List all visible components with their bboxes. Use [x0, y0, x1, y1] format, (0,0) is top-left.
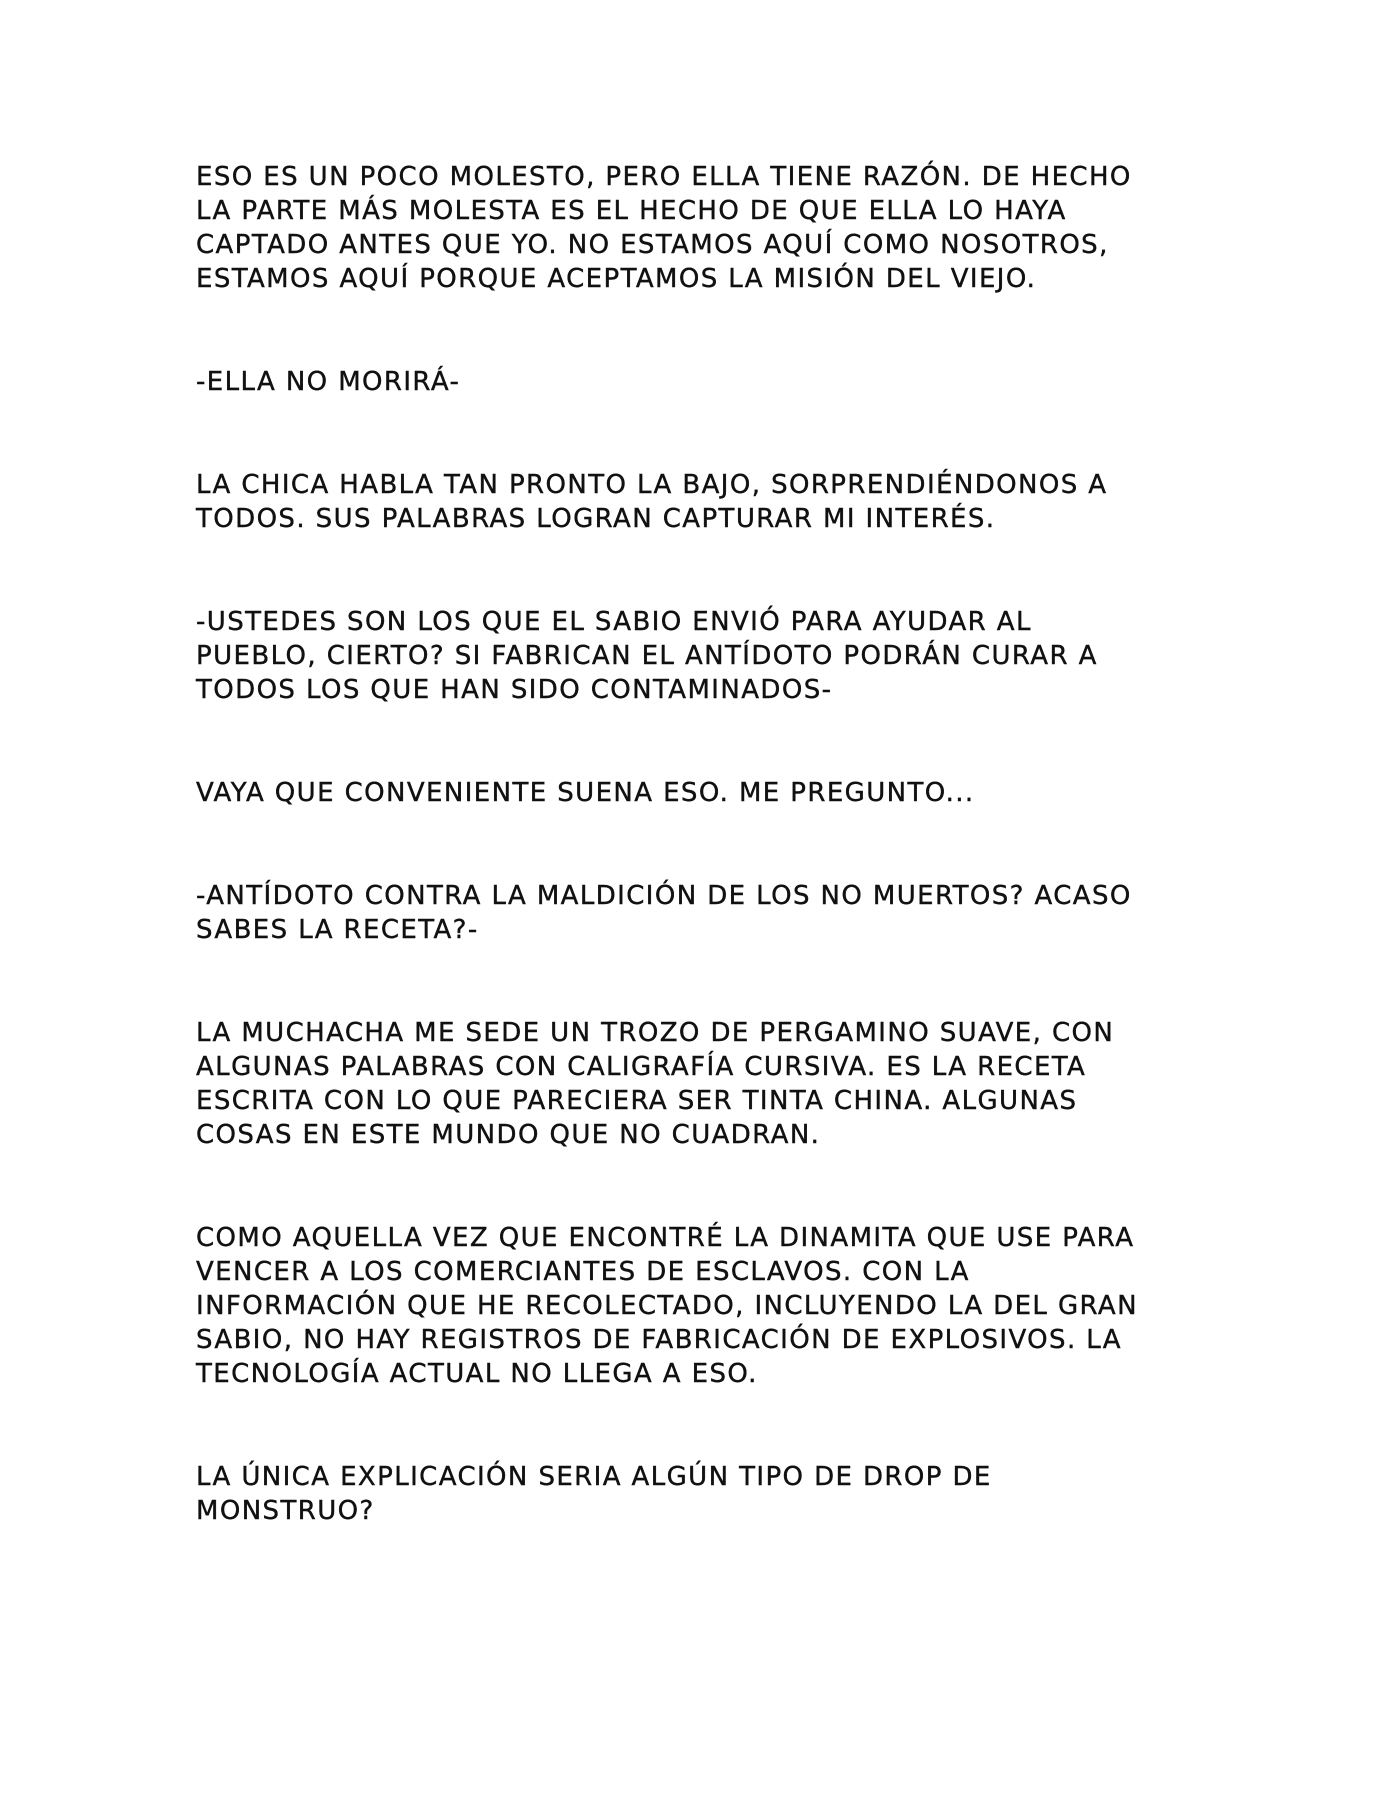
paragraph: -ELLA NO MORIRÁ-	[196, 367, 461, 397]
paragraph: -USTEDES SON LOS QUE EL SABIO ENVIÓ PARA AYUDAR AL PUEBLO, CIERTO? SI FABRICAN EL ANTÍDOTO PODRÁN CURAR A TODOS LOS QUE HAN SIDO CONTAMINADOS-	[196, 607, 1098, 705]
paragraph: LA MUCHACHA ME SEDE UN TROZO DE PERGAMINO SUAVE, CON ALGUNAS PALABRAS CON CALIGRAFÍA CURSIVA. ES LA RECETA ESCRITA CON LO QUE PARECIERA SER TINTA CHINA. ALGUNAS COSAS EN ESTE MUNDO QUE NO CUADRAN.	[196, 1018, 1115, 1150]
paragraph: ESO ES UN POCO MOLESTO, PERO ELLA TIENE RAZÓN. DE HECHO LA PARTE MÁS MOLESTA ES EL HECHO DE QUE ELLA LO HAYA CAPTADO ANTES QUE YO. NO ESTAMOS AQUÍ COMO NOSOTROS, ESTAMOS AQUÍ PORQUE ACEPTAMOS LA MISIÓN DEL VIEJO.	[196, 162, 1132, 294]
paragraph: COMO AQUELLA VEZ QUE ENCONTRÉ LA DINAMITA QUE USE PARA VENCER A LOS COMERCIANTES DE ESCLAVOS. CON LA INFORMACIÓN QUE HE RECOLECTADO, INCLUYENDO LA DEL GRAN SABIO, NO HAY REGISTROS DE FABRICACIÓN DE EXPLOSIVOS. LA TECNOLOGÍA ACTUAL NO LLEGA A ESO.	[196, 1223, 1138, 1389]
paragraph: VAYA QUE CONVENIENTE SUENA ESO. ME PREGUNTO...	[196, 778, 975, 808]
paragraph: LA CHICA HABLA TAN PRONTO LA BAJO, SORPRENDIÉNDONOS A TODOS. SUS PALABRAS LOGRAN CAPTURAR MI INTERÉS.	[196, 470, 1108, 534]
paragraph: LA ÚNICA EXPLICACIÓN SERIA ALGÚN TIPO DE DROP DE MONSTRUO?	[196, 1462, 992, 1526]
paragraph: -ANTÍDOTO CONTRA LA MALDICIÓN DE LOS NO MUERTOS? ACASO SABES LA RECETA?-	[196, 881, 1132, 945]
document-body	[196, 160, 1206, 1597]
